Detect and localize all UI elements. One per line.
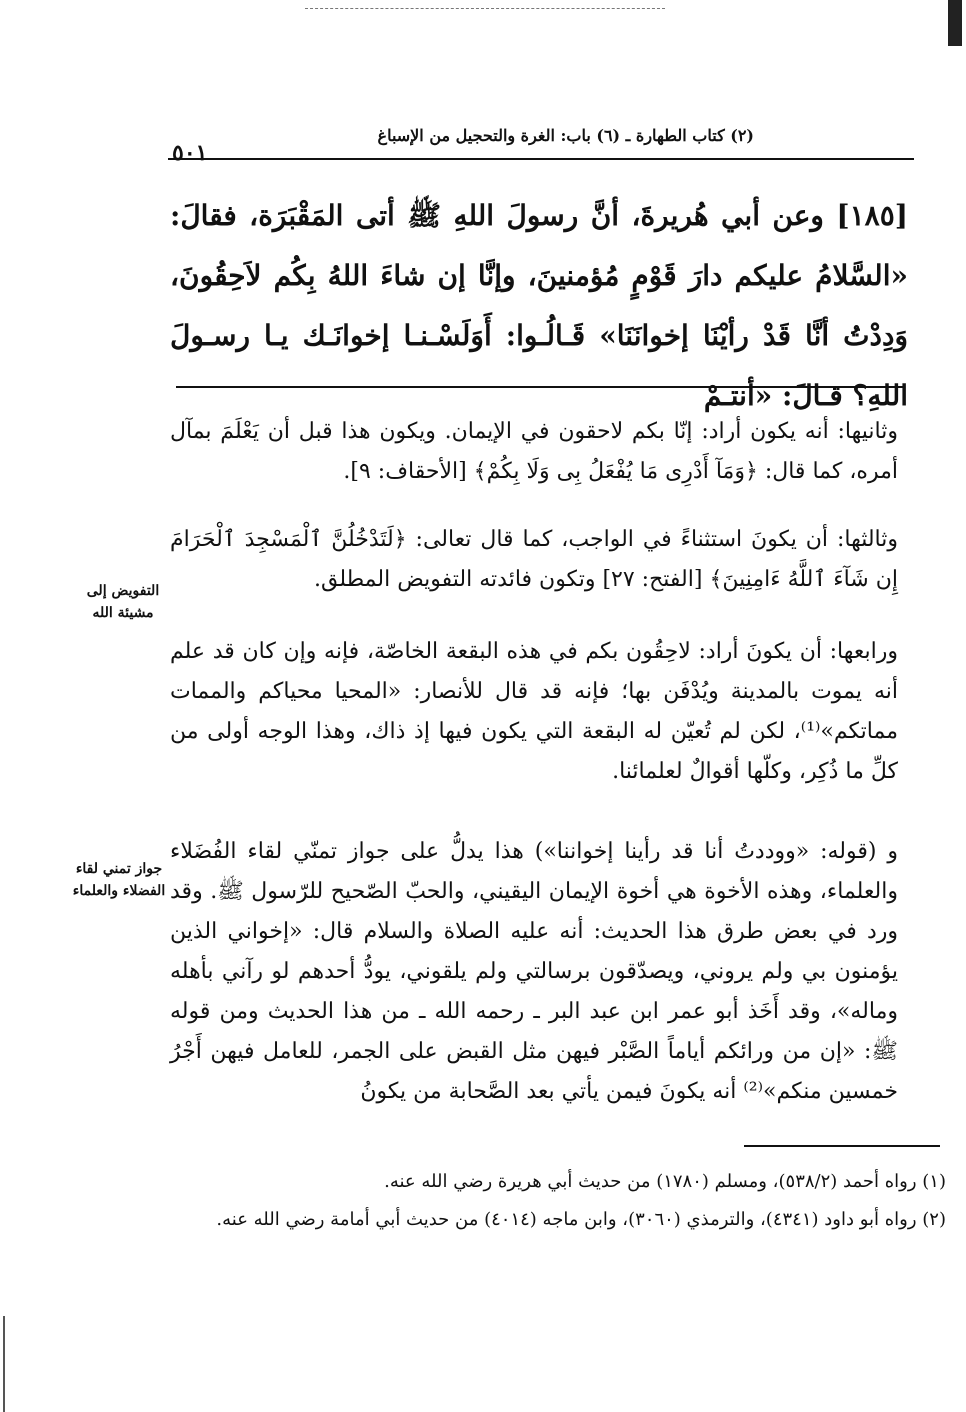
commentary-paragraph-2 bbox=[170, 412, 898, 492]
footnote-divider bbox=[744, 1145, 940, 1147]
section-divider bbox=[176, 386, 904, 388]
scan-artifact-mark bbox=[948, 0, 962, 46]
commentary-paragraph-4 bbox=[170, 632, 898, 792]
hadith-text-block bbox=[170, 186, 908, 426]
commentary-text: وثانيها: أنه يكون أراد: إنّا بكم لاحقون في الإيمان. ويكون هذا قبل أن يَعْلَمَ بمآل أمره، كما قال: ﴿وَمَآ أَدْرِى مَا يُفْعَلُ بِى وَلَا بِكُمْ﴾ [الأحقاف: ٩]. bbox=[170, 419, 898, 484]
page-number: ٥٠١ bbox=[172, 140, 208, 166]
footnote-1: (١) رواه أحمد (٥٣٨/٢)، ومسلم (١٧٨٠) من حديث أبي هريرة رضي الله عنه. bbox=[384, 1171, 946, 1192]
commentary-text: و (قوله: «ووددتُ أنا قد رأينا إخواننا») هذا يدلُّ على جواز تمنّي لقاء الفُضَلاء والعلماء، وهذه الأخوة هي أخوة الإيمان اليقيني، والحبّ الصّحيح للرّسول ﷺ. وقد ورد في بعض طرق هذا الحديث: أنه عليه الصلاة والسلام قال: «إخواني الذين يؤمنون بي ولم يروني، ويصدّقون برسالتي ولم يلقوني، يودُّ أحدهم لو رآني بأهله وماله»، وقد أَخَذ أبو عمر ابن عبد البر ـ رحمه الله ـ من هذا الحديث ومن قوله ﷺ: «إن من ورائكم أياماً الصَّبْر فيهن مثل القبض على الجمر، للعامل فيهن أَجْرُ خمسين منكم»⁽²⁾ أنه يكونَ فيمن يأتي بعد الصَّحابة من يكونُ bbox=[170, 839, 898, 1104]
scan-artifact-line bbox=[305, 8, 665, 9]
scan-artifact-edge bbox=[3, 1316, 5, 1412]
margin-note-wishing-to-meet: جواز تمني لقاء الفضلاء والعلماء bbox=[72, 861, 166, 899]
header-title: (٢) كتاب الطهارة ـ (٦) باب: الغرة والتحجيل من الإسباغ bbox=[377, 126, 754, 145]
running-header bbox=[168, 122, 914, 166]
footnotes bbox=[186, 1164, 946, 1240]
commentary-text: وثالثها: أن يكونَ استثناءً في الواجب، كما قال تعالى: ﴿لَتَدْخُلُنَّ ٱلْمَسْجِدَ ٱلْحَرَامَ إِن شَآءَ ٱللَّهُ ءَامِنِينَ﴾ [الفتح: ٢٧] وتكون فائدته التفويض المطلق. bbox=[170, 527, 899, 592]
header-divider bbox=[168, 158, 914, 160]
footnote-2: (٢) رواه أبو داود (٤٣٤١)، والترمذي (٣٠٦٠)، وابن ماجه (٤٠١٤) من حديث أبي أمامة رضي الله عنه. bbox=[216, 1209, 946, 1230]
margin-note-delegation: التفويض إلى مشيئة الله bbox=[86, 583, 160, 621]
commentary-text: ورابعها: أن يكونَ أراد: لاحِقُون بكم في هذه البقعة الخاصّة، فإنه وإن كان قد علم أنه يموت بالمدينة ويُدْفَن بها؛ فإنه قد قال للأنصار: «المحيا محياكم والممات مماتكم»⁽¹⁾، لكن لم تُعيّن له البقعة التي يكون فيها إذ ذاك، وهذا الوجه أولى من كلِّ ما ذُكِر، وكلّها أقوالٌ لعلمائنا. bbox=[170, 639, 898, 784]
hadith-text: [١٨٥] وعن أبي هُريرةَ، أنَّ رسولَ اللهِ ﷺ أتى المَقْبَرَة، فقالَ: «السَّلامُ عليكم دارَ قَوْمٍ مُؤمنينَ، وإنَّا إن شاءَ اللهُ بِكُم لاَحِقُونَ، وَدِدْتُ أنَّا قَدْ رأيْنَا إخوانَنَا» قَـالُـوا: أَوَلَسْـنـا إخوانَـك يـا رسـولَ اللهِ؟ قـالَ: «أنتـمْ bbox=[170, 199, 908, 412]
commentary-paragraph-5 bbox=[170, 832, 898, 1112]
commentary-paragraph-3 bbox=[170, 520, 898, 600]
